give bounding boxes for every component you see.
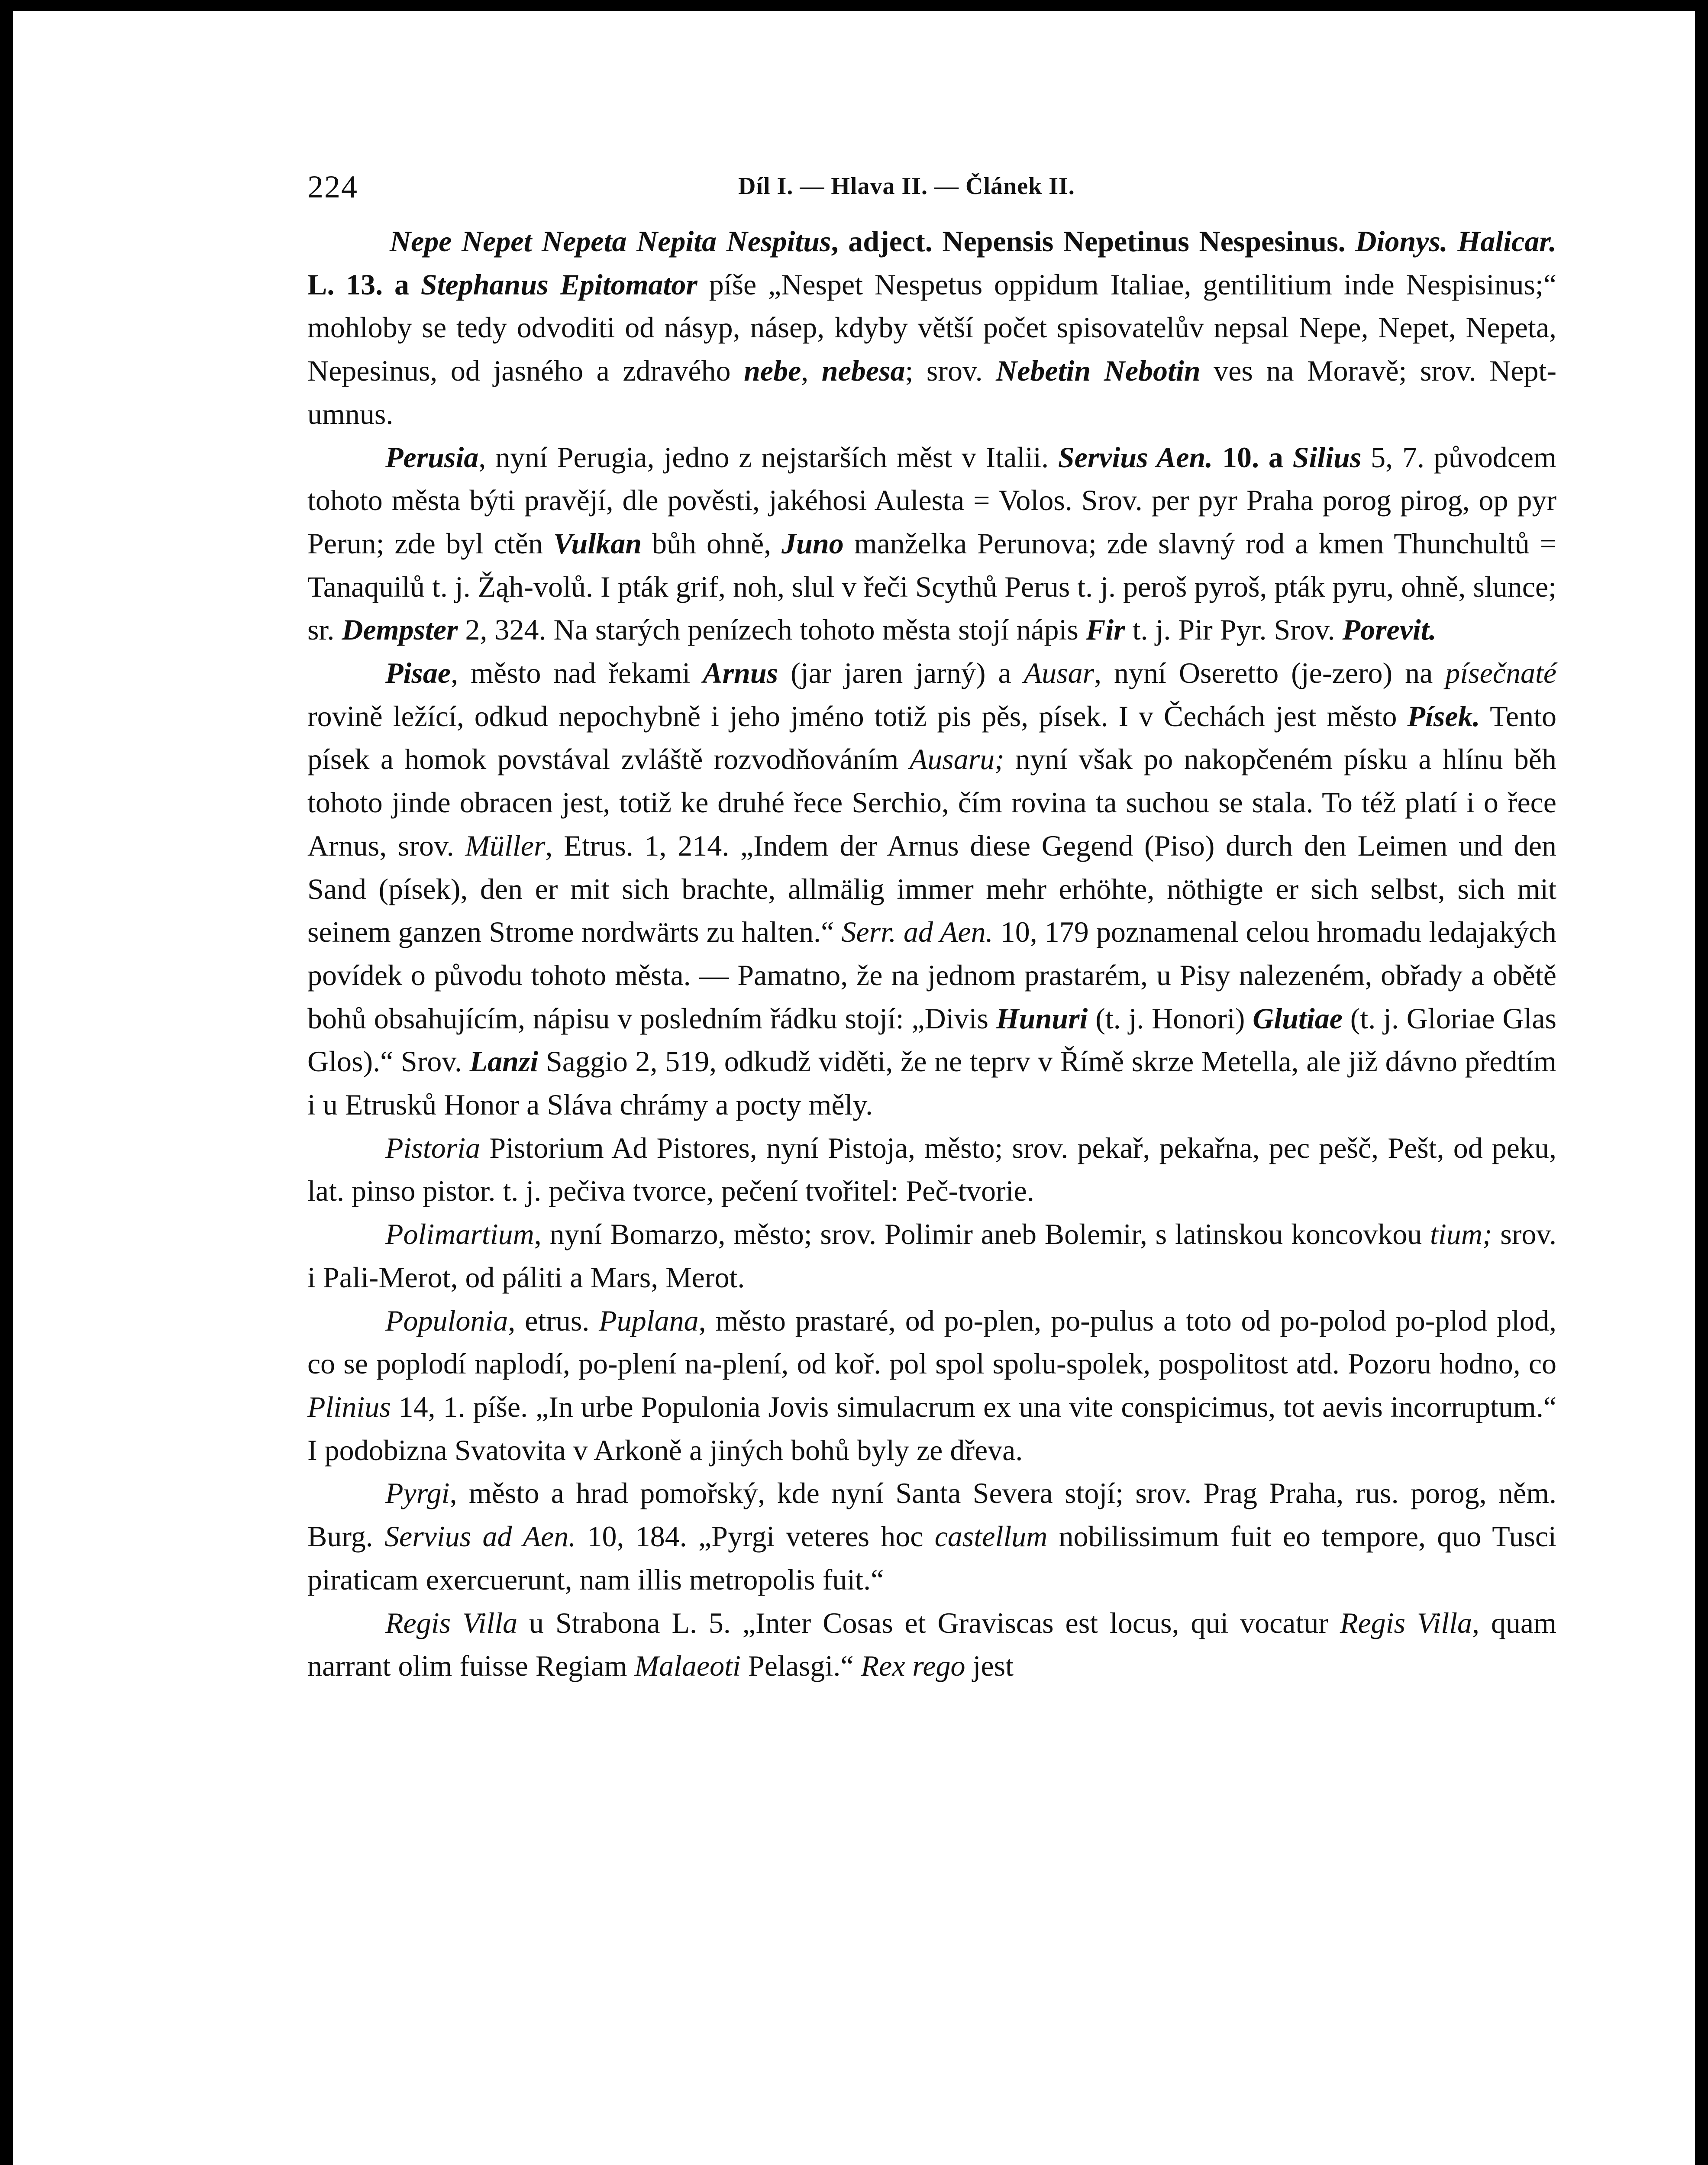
italic-text: Rex rego — [861, 1649, 965, 1683]
italic-text: Servius ad Aen. — [384, 1520, 576, 1553]
italic-text: písečnaté — [1445, 656, 1557, 690]
italic-text: Ausaru; — [909, 743, 1004, 776]
paragraph — [307, 436, 1556, 652]
text-run: nobilissimum fuit eo tempore, quo Tusci piraticam exercuerunt, nam illis metropolis fuit.“ — [307, 1520, 1556, 1596]
headword: Perusia — [385, 440, 479, 474]
text-run: nyní však po nakopčeném písku a hlínu běh tohoto jinde obracen jest, totiž ke druhé řece Serchio, čím rovina ta suchou se stala. To též platí i o řece Arnus, srov. — [307, 743, 1556, 862]
italic-text: Plinius — [307, 1390, 391, 1423]
italic-text: Puplana — [599, 1304, 699, 1337]
text-run: , etrus. — [508, 1304, 599, 1337]
text-run: píše „Nespet Nespetus oppidum Italiae, gentilitium inde Nespisinus;“ mohloby se tedy odvoditi od násyp, násep, kdyby větší počet spisovatelův nepsal Nepe, Nepet, Nepeta, Nepesinus, od jasného a zdravého — [307, 268, 1557, 388]
headword: Písek. — [1407, 699, 1480, 733]
text-run: bůh ohně, — [642, 527, 782, 560]
headword: Fir — [1085, 613, 1125, 646]
headword: Servius Aen. — [1058, 440, 1213, 474]
body-text — [307, 220, 1556, 1688]
italic-text: castellum — [934, 1520, 1048, 1553]
italic-text: Polimartium — [385, 1218, 534, 1251]
headword: Pisae — [385, 656, 451, 690]
paragraph — [307, 1213, 1556, 1299]
text-run: srov. i Pali-Merot, od páliti a Mars, Merot. — [307, 1218, 1556, 1294]
headword: Lanzi — [469, 1045, 539, 1078]
text-run: 10. a — [1213, 440, 1293, 474]
italic-text: Populonia — [385, 1304, 508, 1337]
text-run: , nyní Oseretto (je-zero) na — [1094, 656, 1446, 690]
headword: Porevit. — [1342, 613, 1437, 646]
text-run: manželka Perunova; zde slavný rod a kmen Thunchultů = Tanaquilů t. j. Žąh-volů. I pták grif, noh, slul v řeči Scythů Perus t. j. peroš pyroš, pták pyru, ohně, slunce; sr. — [307, 527, 1557, 646]
text-run: Pistorium Ad Pistores, nyní Pistoja, město; srov. pekař, pekařna, pec pešč, Pešt, od peku, lat. pinso pistor. t. j. pečiva tvorce, pečení tvořitel: Peč-tvorie. — [307, 1131, 1556, 1208]
headword: Nebetin Nebotin — [996, 354, 1201, 388]
text-run: , město prastaré, od po-plen, po-pulus a toto od po-polod po-plod plod, co se poplodí naplodí, po-plení na-plení, od koř. pol spol spolu-spolek, pospolitost atd. Pozoru hodno, co — [307, 1304, 1556, 1380]
text-run: jest — [965, 1649, 1014, 1683]
text-run: 14, 1. píše. „In urbe Populonia Jovis simulacrum ex una vite conspicimus, tot aevis incorruptum.“ I podobizna Svatovita v Arkoně a jiných bohů byly ze dřeva. — [307, 1390, 1556, 1467]
headword: Arnus — [703, 656, 778, 690]
text-run: 10, 179 poznamenal celou hromadu ledajakých povídek o původu tohoto města. — Pamatno, že na jednom prastarém, u Pisy nalezeném, obřady a obětě bohů obsahujícím, nápisu v posledním řádku stojí: „Divis — [307, 915, 1557, 1035]
headword: Dionys. Halicar. — [1355, 225, 1556, 258]
headword: Hunuri — [996, 1002, 1088, 1035]
headword: Dempster — [342, 613, 458, 646]
text-run: u Strabona L. 5. „Inter Cosas et Graviscas est locus, qui vocatur — [517, 1606, 1340, 1639]
text-run: t. j. Pir Pyr. Srov. — [1125, 613, 1343, 646]
italic-text: Pistoria — [385, 1131, 481, 1164]
headword: Vulkan — [553, 527, 642, 560]
italic-text: Müller — [465, 829, 546, 862]
italic-text: Malaeoti — [634, 1649, 741, 1683]
italic-text: Regis Villa — [385, 1606, 518, 1639]
text-run: , quam narrant olim fuisse Regiam — [307, 1606, 1556, 1683]
text-run: 2, 324. Na starých penízech tohoto města stojí nápis — [458, 613, 1086, 646]
text-run: 10, 184. „Pyrgi veteres hoc — [576, 1520, 935, 1553]
text-run: , město a hrad pomořský, kde nyní Santa Severa stojí; srov. Prag Praha, rus. porog, něm. Burg. — [307, 1477, 1556, 1553]
text-run: (t. j. Honori) — [1088, 1002, 1253, 1035]
text-run: , nyní Perugia, jedno z nejstarších měst v Italii. — [478, 440, 1058, 474]
text-run: , — [801, 354, 822, 388]
text-run: , Etrus. 1, 214. „Indem der Arnus diese Gegend (Piso) durch den Leimen und den Sand (písek), den er mit sich brachte, allmälig immer mehr erhöhte, nöthigte er sich selbst, sich mit seinem ganzen Strome nordwärts zu halten.“ — [307, 829, 1556, 949]
italic-text: Regis Villa — [1340, 1606, 1472, 1639]
headword: Glutiae — [1253, 1002, 1343, 1035]
italic-text: Pyrgi — [385, 1477, 450, 1510]
text-run: Pelasgi.“ — [740, 1649, 861, 1683]
paragraph — [307, 1602, 1556, 1688]
paragraph — [307, 1299, 1556, 1472]
italic-text: Ausar — [1024, 656, 1095, 690]
text-run: (t. j. Gloriae Glas Glos).“ Srov. — [307, 1002, 1557, 1078]
text-run: ; srov. — [905, 354, 996, 388]
text-run: ves na Moravě; srov. Nept-umnus. — [307, 354, 1557, 430]
text-run: L. 13. a — [307, 268, 421, 301]
headword: nebe — [744, 354, 801, 388]
text-run: (jar jaren jarný) a — [778, 656, 1024, 690]
italic-text: Serr. ad Aen. — [841, 915, 993, 949]
headword: Juno — [781, 527, 844, 560]
text-run: Saggio 2, 519, odkudž viděti, že ne teprv v Římě skrze Metella, ale již dávno předtím i u Etrusků Honor a Sláva chrámy a pocty měly. — [307, 1045, 1556, 1121]
headword: Stephanus Epitomator — [420, 268, 697, 301]
headword: nebesa — [821, 354, 905, 388]
italic-text: tium; — [1430, 1218, 1492, 1251]
paragraph — [307, 652, 1556, 1127]
text-run: , město nad řekami — [451, 656, 703, 690]
text-run: , adject. Nepensis Nepetinus Nespesinus. — [831, 225, 1356, 258]
text-run: , nyní Bomarzo, město; srov. Polimir aneb Bolemir, s latinskou koncovkou — [534, 1218, 1430, 1251]
headword: Silius — [1292, 440, 1362, 474]
text-run: rovině ležící, odkud nepochybně i jeho jméno totiž pis pěs, písek. I v Čechách jest město — [307, 699, 1408, 733]
paragraph — [307, 1472, 1556, 1601]
page-header — [307, 169, 1556, 212]
page-number: 224 — [307, 169, 358, 205]
text-run: Tento písek a homok povstával zvláště rozvodňováním — [307, 699, 1556, 776]
paragraph — [307, 220, 1556, 436]
headword: Nepe Nepet Nepeta Nepita Nespitus — [390, 225, 831, 258]
running-head: Díl I. — Hlava II. — Článek II. — [738, 173, 1075, 200]
text-run: 5, 7. původcem tohoto města býti pravějí, dle pověsti, jakéhosi Aulesta = Volos. Srov. per pyr Praha porog pirog, op pyr Perun; zde byl ctěn — [307, 440, 1556, 560]
paragraph — [307, 1127, 1556, 1213]
